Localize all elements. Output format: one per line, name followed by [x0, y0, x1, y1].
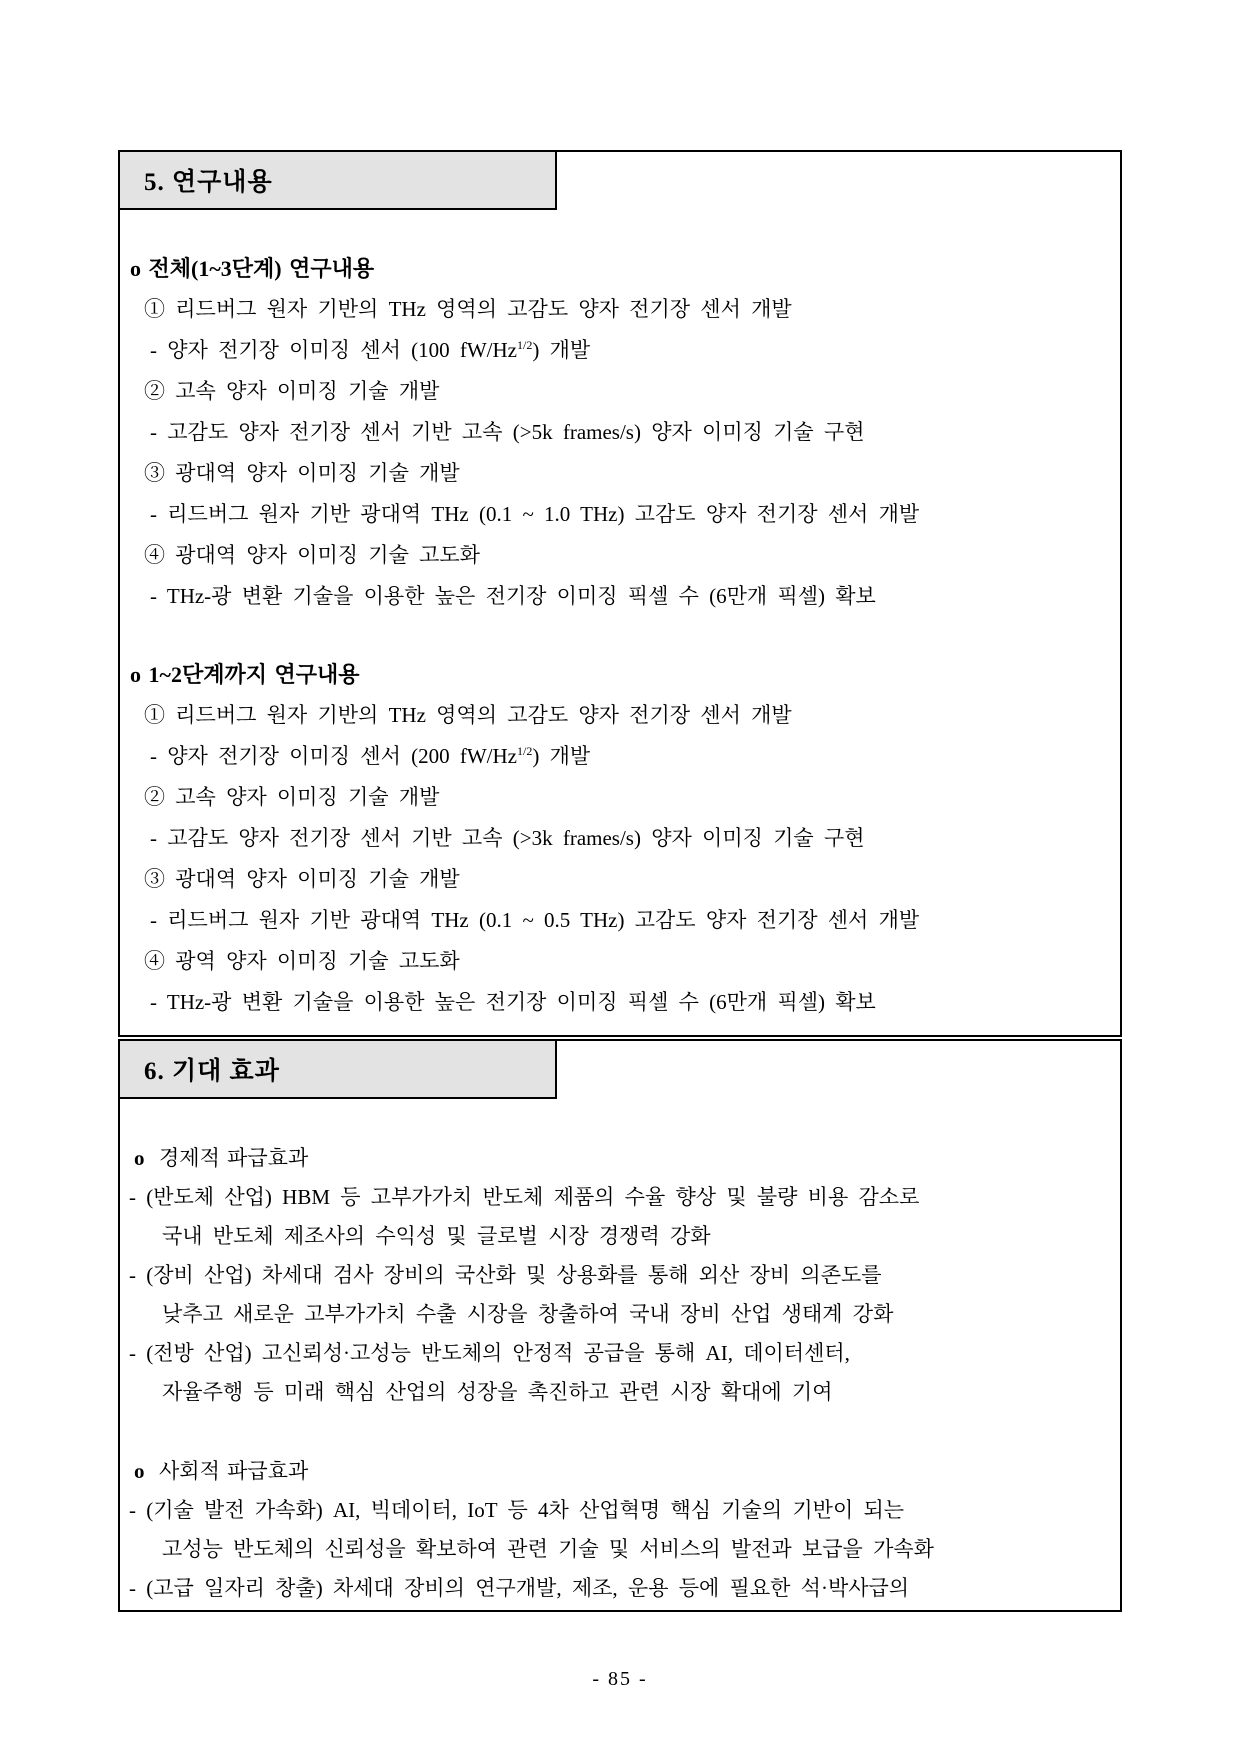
- text-line: ③ 광대역 양자 이미징 기술 개발: [144, 867, 460, 891]
- text-line: - (기술 발전 가속화) AI, 빅데이터, IoT 등 4차 산업혁명 핵심 기술의 기반이 되는: [129, 1498, 905, 1522]
- text-line: - (장비 산업) 차세대 검사 장비의 국산화 및 상용화를 통해 외산 장비 의존도를: [129, 1263, 882, 1287]
- text-line: - (고급 일자리 창출) 차세대 장비의 연구개발, 제조, 운용 등에 필요한 석·박사급의: [129, 1576, 910, 1600]
- text-line: 국내 반도체 제조사의 수익성 및 글로벌 시장 경쟁력 강화: [162, 1224, 711, 1248]
- section-5-content: [120, 210, 1120, 1023]
- page-number: - 85 -: [592, 1668, 648, 1690]
- text-line: ③ 광대역 양자 이미징 기술 개발: [144, 461, 460, 485]
- text-line: o 전체(1~3단계) 연구내용: [130, 256, 375, 281]
- text-line: - 양자 전기장 이미징 센서 (100 $fW/Hz^{1/2}$) 개발: [150, 338, 591, 362]
- text-line: o 경제적 파급효과: [134, 1146, 309, 1170]
- text-line: ④ 광대역 양자 이미징 기술 고도화: [144, 543, 480, 567]
- line-spacer: [120, 1412, 1120, 1452]
- section-5-box: [118, 150, 1122, 1037]
- text-line: - THz-광 변환 기술을 이용한 높은 전기장 이미징 픽셀 수 (6만개 픽셀) 확보: [150, 990, 876, 1014]
- text-line: ① 리드버그 원자 기반의 THz 영역의 고감도 양자 전기장 센서 개발: [144, 297, 792, 321]
- section-6-box: [118, 1039, 1122, 1612]
- text-line: ① 리드버그 원자 기반의 THz 영역의 고감도 양자 전기장 센서 개발: [144, 703, 792, 727]
- text-line: - 고감도 양자 전기장 센서 기반 고속 (>3k frames/s) 양자 이미징 기술 구현: [150, 826, 865, 850]
- text-line: o 사회적 파급효과: [134, 1459, 309, 1483]
- line-spacer: [120, 617, 1120, 654]
- text-line: - 리드버그 원자 기반 광대역 THz (0.1 ~ 0.5 THz) 고감도 양자 전기장 센서 개발: [150, 908, 920, 932]
- section-5-header: [120, 152, 557, 210]
- text-line: 고성능 반도체의 신뢰성을 확보하여 관련 기술 및 서비스의 발전과 보급을 가속화: [162, 1537, 934, 1561]
- text-line: - 양자 전기장 이미징 센서 (200 $fW/Hz^{1/2}$) 개발: [150, 744, 591, 768]
- section-5-title: 5. 연구내용: [144, 169, 273, 196]
- text-line: ② 고속 양자 이미징 기술 개발: [144, 785, 440, 809]
- text-line: - (전방 산업) 고신뢰성·고성능 반도체의 안정적 공급을 통해 AI, 데이터센터,: [129, 1341, 850, 1365]
- text-line: 낮추고 새로운 고부가가치 수출 시장을 창출하여 국내 장비 산업 생태계 강화: [162, 1302, 894, 1326]
- text-line: 자율주행 등 미래 핵심 산업의 성장을 촉진하고 관련 시장 확대에 기여: [162, 1380, 833, 1404]
- section-6-header: [120, 1041, 557, 1099]
- text-line: - THz-광 변환 기술을 이용한 높은 전기장 이미징 픽셀 수 (6만개 픽셀) 확보: [150, 584, 876, 608]
- text-line: - 고감도 양자 전기장 센서 기반 고속 (>5k frames/s) 양자 이미징 기술 구현: [150, 420, 865, 444]
- text-line: - (반도체 산업) HBM 등 고부가가치 반도체 제품의 수율 향상 및 불량 비용 감소로: [129, 1185, 920, 1209]
- text-line: ② 고속 양자 이미징 기술 개발: [144, 379, 440, 403]
- text-line: ④ 광역 양자 이미징 기술 고도화: [144, 949, 460, 973]
- text-line: - 리드버그 원자 기반 광대역 THz (0.1 ~ 1.0 THz) 고감도 양자 전기장 센서 개발: [150, 502, 920, 526]
- section-6-title: 6. 기대 효과: [144, 1058, 280, 1085]
- section-6-content: [120, 1099, 1120, 1608]
- text-line: o 1~2단계까지 연구내용: [130, 662, 360, 687]
